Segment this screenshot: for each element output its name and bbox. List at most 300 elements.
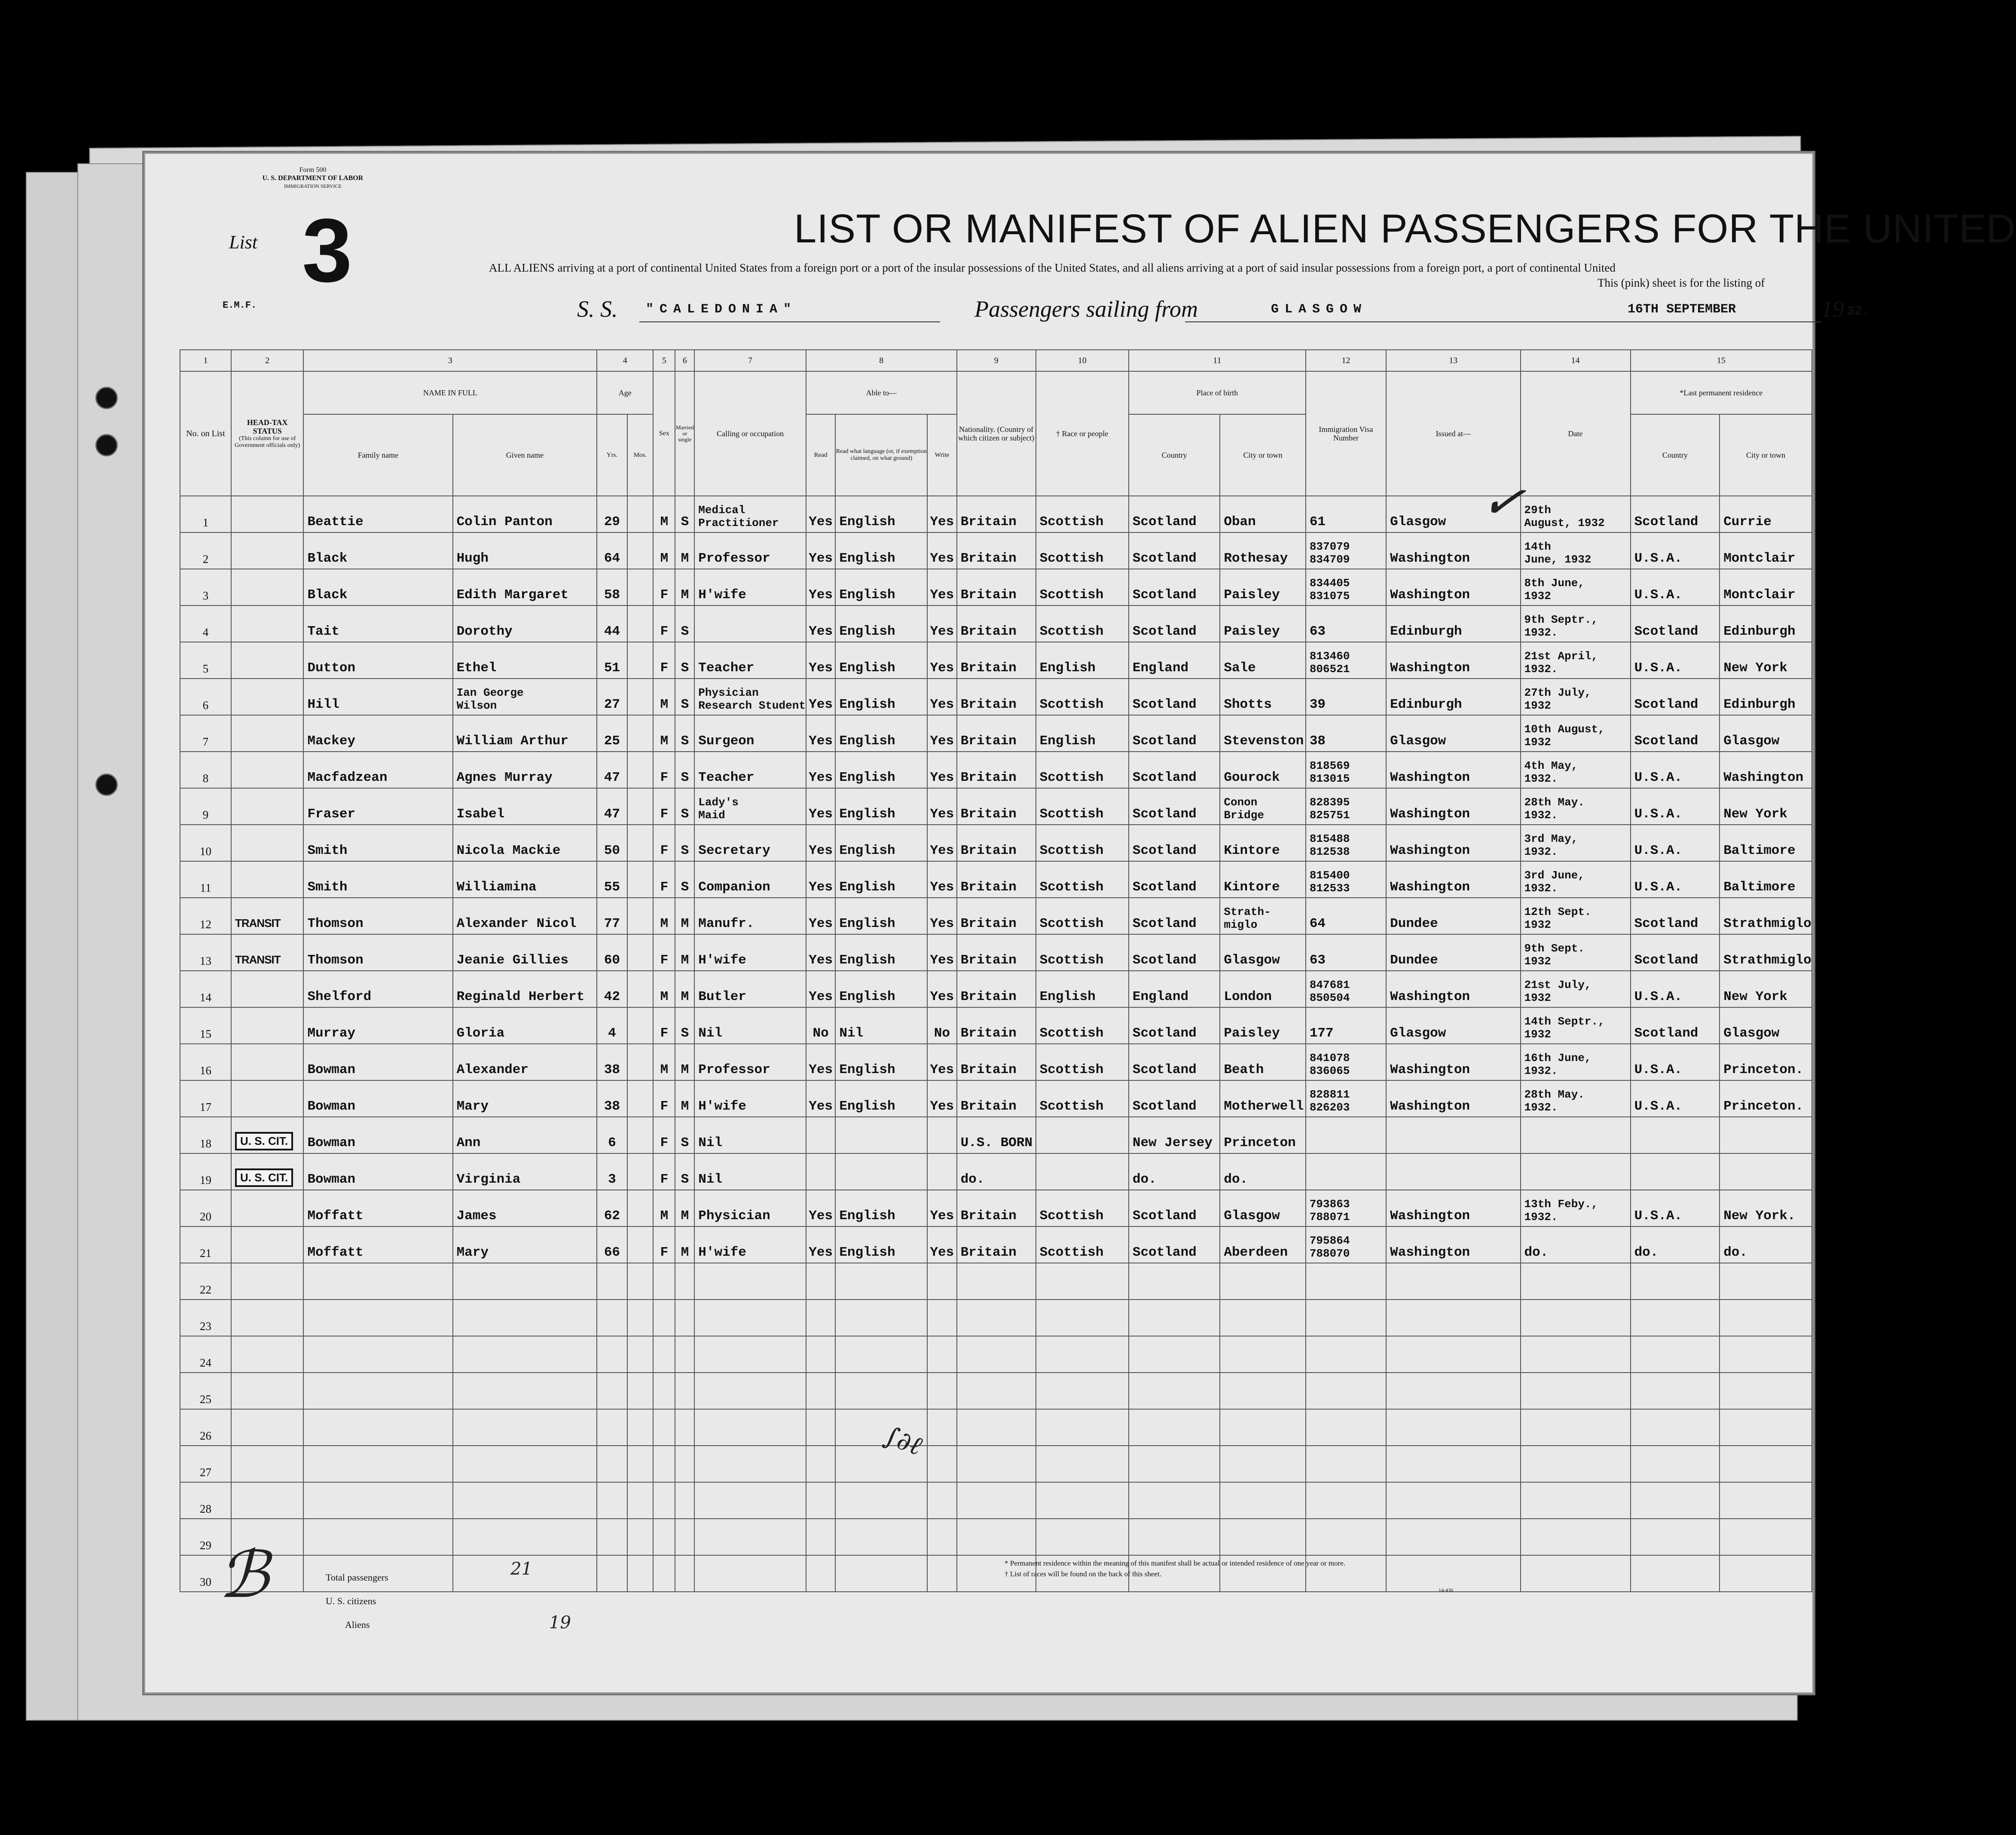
row-number: 20 — [180, 1190, 231, 1226]
ship-underline — [639, 321, 940, 322]
total-passengers-handwritten: 21 — [510, 1559, 532, 1579]
nationality — [957, 1482, 1036, 1519]
marital-status: M — [675, 1080, 694, 1117]
family-name: Smith — [303, 861, 452, 898]
row-number: 18 — [180, 1117, 231, 1153]
multiline-text: 815488 812538 — [1309, 832, 1350, 858]
punch-hole — [95, 774, 118, 796]
read-language — [835, 1519, 927, 1555]
can-write: Yes — [927, 971, 956, 1007]
date-underline — [1623, 321, 1821, 322]
sex: M — [653, 898, 675, 934]
us-citizen-stamp: U. S. CIT. — [235, 1168, 293, 1187]
multiline-text: 3rd May, 1932. — [1524, 832, 1578, 858]
visa-date — [1521, 1373, 1631, 1409]
visa-issued-at: Glasgow — [1386, 1007, 1520, 1044]
sex — [653, 1300, 675, 1336]
can-write: Yes — [927, 898, 956, 934]
head-tax-status — [231, 1117, 303, 1153]
head-tax-status — [231, 861, 303, 898]
can-write — [927, 1482, 956, 1519]
multiline-text: 813460 806521 — [1309, 650, 1350, 676]
table-row — [180, 1373, 1812, 1409]
given-name — [453, 1336, 597, 1373]
birth-country — [1129, 1446, 1220, 1482]
head-tax-status — [231, 1226, 303, 1263]
marital-status — [675, 1446, 694, 1482]
visa-issued-at — [1386, 1409, 1520, 1446]
occupation: Teacher — [694, 752, 806, 788]
head-tax-status — [231, 1300, 303, 1336]
residence-country — [1631, 1409, 1720, 1446]
visa-issued-at: Washington — [1386, 861, 1520, 898]
sex — [653, 1373, 675, 1409]
nationality: Britain — [957, 715, 1036, 752]
marital-status — [675, 1482, 694, 1519]
visa-issued-at — [1386, 1336, 1520, 1373]
family-name — [303, 1263, 452, 1300]
read-language: English — [835, 532, 927, 569]
can-read — [806, 1555, 835, 1592]
marital-status: M — [675, 934, 694, 971]
read-language — [835, 1482, 927, 1519]
read-language: English — [835, 971, 927, 1007]
can-write — [927, 1153, 956, 1190]
footnote-code: 14-430 — [1439, 1587, 1453, 1593]
nationality: Britain — [957, 496, 1036, 532]
nationality: Britain — [957, 679, 1036, 715]
can-read: Yes — [806, 715, 835, 752]
birth-country: Scotland — [1129, 679, 1220, 715]
visa-date: do. — [1521, 1226, 1631, 1263]
visa-date — [1521, 1336, 1631, 1373]
can-read — [806, 1482, 835, 1519]
visa-date — [1521, 1300, 1631, 1336]
read-language — [835, 1263, 927, 1300]
residence-city: New York — [1720, 788, 1812, 825]
visa-number — [1306, 752, 1386, 788]
can-write: Yes — [927, 569, 956, 606]
birth-city: Glasgow — [1220, 934, 1305, 971]
residence-country: Scotland — [1631, 1007, 1720, 1044]
row-number: 15 — [180, 1007, 231, 1044]
visa-issued-at: Glasgow — [1386, 496, 1520, 532]
port-underline — [1185, 321, 1628, 322]
residence-country: U.S.A. — [1631, 971, 1720, 1007]
multiline-text: 21st April, 1932. — [1524, 650, 1598, 676]
header-yrs: Yrs. — [597, 414, 627, 496]
occupation: Physician — [694, 1190, 806, 1226]
head-tax-status — [231, 1336, 303, 1373]
can-write — [927, 1555, 956, 1592]
head-tax-status — [231, 569, 303, 606]
residence-country: U.S.A. — [1631, 532, 1720, 569]
age-months — [627, 1555, 654, 1592]
residence-country: Scotland — [1631, 898, 1720, 934]
visa-number — [1306, 1482, 1386, 1519]
residence-city: Edinburgh — [1720, 606, 1812, 642]
visa-issued-at: Glasgow — [1386, 715, 1520, 752]
race: Scottish — [1036, 825, 1129, 861]
visa-date — [1521, 1044, 1631, 1080]
birth-city — [1220, 1336, 1305, 1373]
column-number: 12 — [1306, 350, 1386, 371]
visa-number — [1306, 1336, 1386, 1373]
table-row — [180, 679, 1812, 715]
row-number: 8 — [180, 752, 231, 788]
birth-city: Stevenston — [1220, 715, 1305, 752]
age-years — [597, 1336, 627, 1373]
given-name: Colin Panton — [453, 496, 597, 532]
multiline-text: 837079 834709 — [1309, 540, 1350, 566]
row-number: 7 — [180, 715, 231, 752]
table-row — [180, 1555, 1812, 1592]
marital-status — [675, 1555, 694, 1592]
birth-country: Scotland — [1129, 1226, 1220, 1263]
visa-date — [1521, 679, 1631, 715]
visa-date — [1521, 715, 1631, 752]
residence-city: New York — [1720, 642, 1812, 679]
visa-date — [1521, 1007, 1631, 1044]
birth-country: England — [1129, 642, 1220, 679]
can-write: Yes — [927, 788, 956, 825]
table-row — [180, 1446, 1812, 1482]
multiline-text: 27th July, 1932 — [1524, 686, 1591, 712]
column-number: 14 — [1521, 350, 1631, 371]
multiline-text: Conon Bridge — [1224, 796, 1264, 822]
birth-country — [1129, 1336, 1220, 1373]
residence-city: Baltimore — [1720, 825, 1812, 861]
marital-status: S — [675, 1117, 694, 1153]
visa-number — [1306, 1044, 1386, 1080]
visa-number — [1306, 1373, 1386, 1409]
family-name: Tait — [303, 606, 452, 642]
visa-number — [1306, 1117, 1386, 1153]
birth-country: Scotland — [1129, 715, 1220, 752]
column-number: 2 — [231, 350, 303, 371]
read-language: English — [835, 752, 927, 788]
list-number: 3 — [302, 200, 352, 301]
visa-issued-at: Washington — [1386, 532, 1520, 569]
age-years: 66 — [597, 1226, 627, 1263]
visa-date — [1521, 788, 1631, 825]
visa-date — [1521, 1153, 1631, 1190]
occupation: Professor — [694, 532, 806, 569]
race: Scottish — [1036, 1190, 1129, 1226]
multiline-text: 4th May, 1932. — [1524, 759, 1578, 785]
can-read: Yes — [806, 898, 835, 934]
nationality — [957, 1336, 1036, 1373]
footnote-races: † List of races will be found on the back of this sheet. — [1005, 1570, 1161, 1578]
sex — [653, 1336, 675, 1373]
family-name — [303, 1300, 452, 1336]
multiline-text: 9th Sept. 1932 — [1524, 942, 1585, 968]
can-write: Yes — [927, 606, 956, 642]
visa-number: 39 — [1306, 679, 1386, 715]
birth-city: Princeton — [1220, 1117, 1305, 1153]
page-subtitle: ALL ALIENS arriving at a port of continental United States from a foreign port or a port of the insular possessions of the United States, and all aliens arriving at a port of said insular possessions from a foreign port, a port of continental United — [489, 261, 1616, 274]
nationality — [957, 1519, 1036, 1555]
age-years — [597, 1263, 627, 1300]
table-row — [180, 606, 1812, 642]
head-tax-status — [231, 934, 303, 971]
multiline-text: 13th Febу., 1932. — [1524, 1198, 1598, 1223]
row-number: 26 — [180, 1409, 231, 1446]
multiline-text: 815400 812533 — [1309, 869, 1350, 895]
residence-country — [1631, 1482, 1720, 1519]
occupation — [694, 1373, 806, 1409]
sex: M — [653, 1190, 675, 1226]
race: Scottish — [1036, 861, 1129, 898]
birth-city: Aberdeen — [1220, 1226, 1305, 1263]
given-name — [453, 1409, 597, 1446]
given-name — [453, 1519, 597, 1555]
birth-country: Scotland — [1129, 569, 1220, 606]
multiline-text: 21st July, 1932 — [1524, 979, 1591, 1004]
birth-city: Shotts — [1220, 679, 1305, 715]
table-row — [180, 1300, 1812, 1336]
can-read — [806, 1373, 835, 1409]
can-write: Yes — [927, 1226, 956, 1263]
birth-city — [1220, 1482, 1305, 1519]
header-name-in-full: NAME IN FULL — [303, 371, 597, 414]
can-write: Yes — [927, 642, 956, 679]
family-name: Dutton — [303, 642, 452, 679]
birth-city: Paisley — [1220, 606, 1305, 642]
visa-number: 177 — [1306, 1007, 1386, 1044]
age-years — [597, 1519, 627, 1555]
residence-city — [1720, 1519, 1812, 1555]
can-write: Yes — [927, 1080, 956, 1117]
birth-city — [1220, 788, 1305, 825]
residence-city — [1720, 1555, 1812, 1592]
can-read: Yes — [806, 642, 835, 679]
read-language: English — [835, 825, 927, 861]
visa-number — [1306, 971, 1386, 1007]
row-number: 28 — [180, 1482, 231, 1519]
nationality: Britain — [957, 532, 1036, 569]
sex — [653, 1519, 675, 1555]
row-number: 12 — [180, 898, 231, 934]
can-read: Yes — [806, 788, 835, 825]
read-language: Nil — [835, 1007, 927, 1044]
sex — [653, 1482, 675, 1519]
nationality — [957, 1300, 1036, 1336]
visa-number — [1306, 861, 1386, 898]
occupation — [694, 1263, 806, 1300]
table-row — [180, 1007, 1812, 1044]
head-tax-status — [231, 971, 303, 1007]
multiline-text: 14th Septr., 1932 — [1524, 1015, 1605, 1041]
can-read — [806, 1117, 835, 1153]
table-row — [180, 1409, 1812, 1446]
visa-date — [1521, 898, 1631, 934]
head-tax-status — [231, 496, 303, 532]
given-name — [453, 1300, 597, 1336]
residence-country: Scotland — [1631, 606, 1720, 642]
family-name — [303, 1336, 452, 1373]
visa-number — [1306, 1226, 1386, 1263]
family-name: Macfadzean — [303, 752, 452, 788]
birth-city: Kintore — [1220, 861, 1305, 898]
header-nationality: Nationality. (Country of which citizen or subject) — [957, 371, 1036, 496]
race: Scottish — [1036, 1080, 1129, 1117]
family-name: Mackey — [303, 715, 452, 752]
age-months — [627, 1482, 654, 1519]
residence-city: Montclair — [1720, 569, 1812, 606]
age-months — [627, 1263, 654, 1300]
occupation: Nil — [694, 1117, 806, 1153]
sex: M — [653, 532, 675, 569]
read-language: English — [835, 496, 927, 532]
residence-city — [1720, 1153, 1812, 1190]
birth-city — [1220, 898, 1305, 934]
header-head-tax — [231, 371, 303, 496]
family-name: Bowman — [303, 1080, 452, 1117]
visa-issued-at: Washington — [1386, 569, 1520, 606]
can-write: Yes — [927, 752, 956, 788]
race — [1036, 1300, 1129, 1336]
head-tax-status — [231, 1007, 303, 1044]
table-row — [180, 1044, 1812, 1080]
given-name: William Arthur — [453, 715, 597, 752]
residence-city — [1720, 1409, 1812, 1446]
age-months — [627, 1153, 654, 1190]
birth-country: New Jersey — [1129, 1117, 1220, 1153]
can-read: Yes — [806, 1226, 835, 1263]
row-number: 11 — [180, 861, 231, 898]
emf-code: E.M.F. — [223, 300, 257, 311]
read-language: English — [835, 898, 927, 934]
column-number: 10 — [1036, 350, 1129, 371]
occupation: Manufr. — [694, 898, 806, 934]
multiline-text: 847681 850504 — [1309, 979, 1350, 1004]
race: Scottish — [1036, 1044, 1129, 1080]
visa-number: 63 — [1306, 934, 1386, 971]
occupation: Surgeon — [694, 715, 806, 752]
marital-status: M — [675, 898, 694, 934]
visa-date — [1521, 971, 1631, 1007]
visa-issued-at: Dundee — [1386, 934, 1520, 971]
birth-country: Scotland — [1129, 788, 1220, 825]
residence-city — [1720, 1373, 1812, 1409]
given-name: Virginia — [453, 1153, 597, 1190]
family-name: Black — [303, 532, 452, 569]
occupation: Teacher — [694, 642, 806, 679]
nationality: Britain — [957, 788, 1036, 825]
race: Scottish — [1036, 898, 1129, 934]
marital-status: M — [675, 532, 694, 569]
given-name — [453, 1373, 597, 1409]
age-months — [627, 898, 654, 934]
row-number: 25 — [180, 1373, 231, 1409]
can-read: Yes — [806, 679, 835, 715]
table-row — [180, 569, 1812, 606]
birth-country: Scotland — [1129, 1044, 1220, 1080]
occupation — [694, 1555, 806, 1592]
visa-date — [1521, 532, 1631, 569]
nationality: Britain — [957, 1044, 1036, 1080]
row-number: 14 — [180, 971, 231, 1007]
header-race: † Race or people — [1036, 371, 1129, 496]
birth-city — [1220, 1409, 1305, 1446]
head-tax-status — [231, 1482, 303, 1519]
race: English — [1036, 642, 1129, 679]
residence-country: Scotland — [1631, 496, 1720, 532]
can-read: Yes — [806, 496, 835, 532]
marital-status: S — [675, 715, 694, 752]
table-row — [180, 1226, 1812, 1263]
visa-date — [1521, 496, 1631, 532]
visa-issued-at: Edinburgh — [1386, 679, 1520, 715]
visa-date — [1521, 861, 1631, 898]
head-tax-status — [231, 1446, 303, 1482]
multiline-text: 29th August, 1932 — [1524, 504, 1605, 529]
row-number: 6 — [180, 679, 231, 715]
nationality: Britain — [957, 898, 1036, 934]
age-months — [627, 1409, 654, 1446]
can-read: Yes — [806, 861, 835, 898]
punch-hole — [95, 387, 118, 409]
head-tax-status — [231, 715, 303, 752]
can-write — [927, 1373, 956, 1409]
header-birth-city: City or town — [1220, 414, 1305, 496]
read-language: English — [835, 1080, 927, 1117]
can-write — [927, 1446, 956, 1482]
header-birth-country: Country — [1129, 414, 1220, 496]
given-name: Gloria — [453, 1007, 597, 1044]
header-mos: Mos. — [627, 414, 654, 496]
visa-issued-at — [1386, 1153, 1520, 1190]
total-passengers-label: Total passengers — [326, 1572, 388, 1583]
birth-country: Scotland — [1129, 1080, 1220, 1117]
birth-country: Scotland — [1129, 861, 1220, 898]
multiline-text: 3rd June, 1932. — [1524, 869, 1585, 895]
visa-issued-at — [1386, 1300, 1520, 1336]
year-prefix: 19 — [1821, 296, 1844, 322]
can-read: Yes — [806, 1044, 835, 1080]
nationality: Britain — [957, 825, 1036, 861]
marital-status — [675, 1336, 694, 1373]
family-name: Beattie — [303, 496, 452, 532]
given-name: Alexander Nicol — [453, 898, 597, 934]
age-years: 38 — [597, 1080, 627, 1117]
birth-city — [1220, 1263, 1305, 1300]
age-years: 60 — [597, 934, 627, 971]
handwritten-check-mark: ✓ — [1476, 468, 1530, 535]
age-months — [627, 679, 654, 715]
table-row — [180, 1263, 1812, 1300]
read-language: English — [835, 934, 927, 971]
age-years: 25 — [597, 715, 627, 752]
family-name: Hill — [303, 679, 452, 715]
sex: F — [653, 1080, 675, 1117]
marital-status — [675, 1373, 694, 1409]
can-read: No — [806, 1007, 835, 1044]
age-months — [627, 861, 654, 898]
nationality: Britain — [957, 861, 1036, 898]
race — [1036, 1409, 1129, 1446]
occupation — [694, 679, 806, 715]
occupation — [694, 1519, 806, 1555]
residence-country — [1631, 1300, 1720, 1336]
head-tax-status — [231, 532, 303, 569]
given-name — [453, 1482, 597, 1519]
family-name: Murray — [303, 1007, 452, 1044]
residence-city — [1720, 1117, 1812, 1153]
sex: F — [653, 1226, 675, 1263]
birth-country: Scotland — [1129, 752, 1220, 788]
